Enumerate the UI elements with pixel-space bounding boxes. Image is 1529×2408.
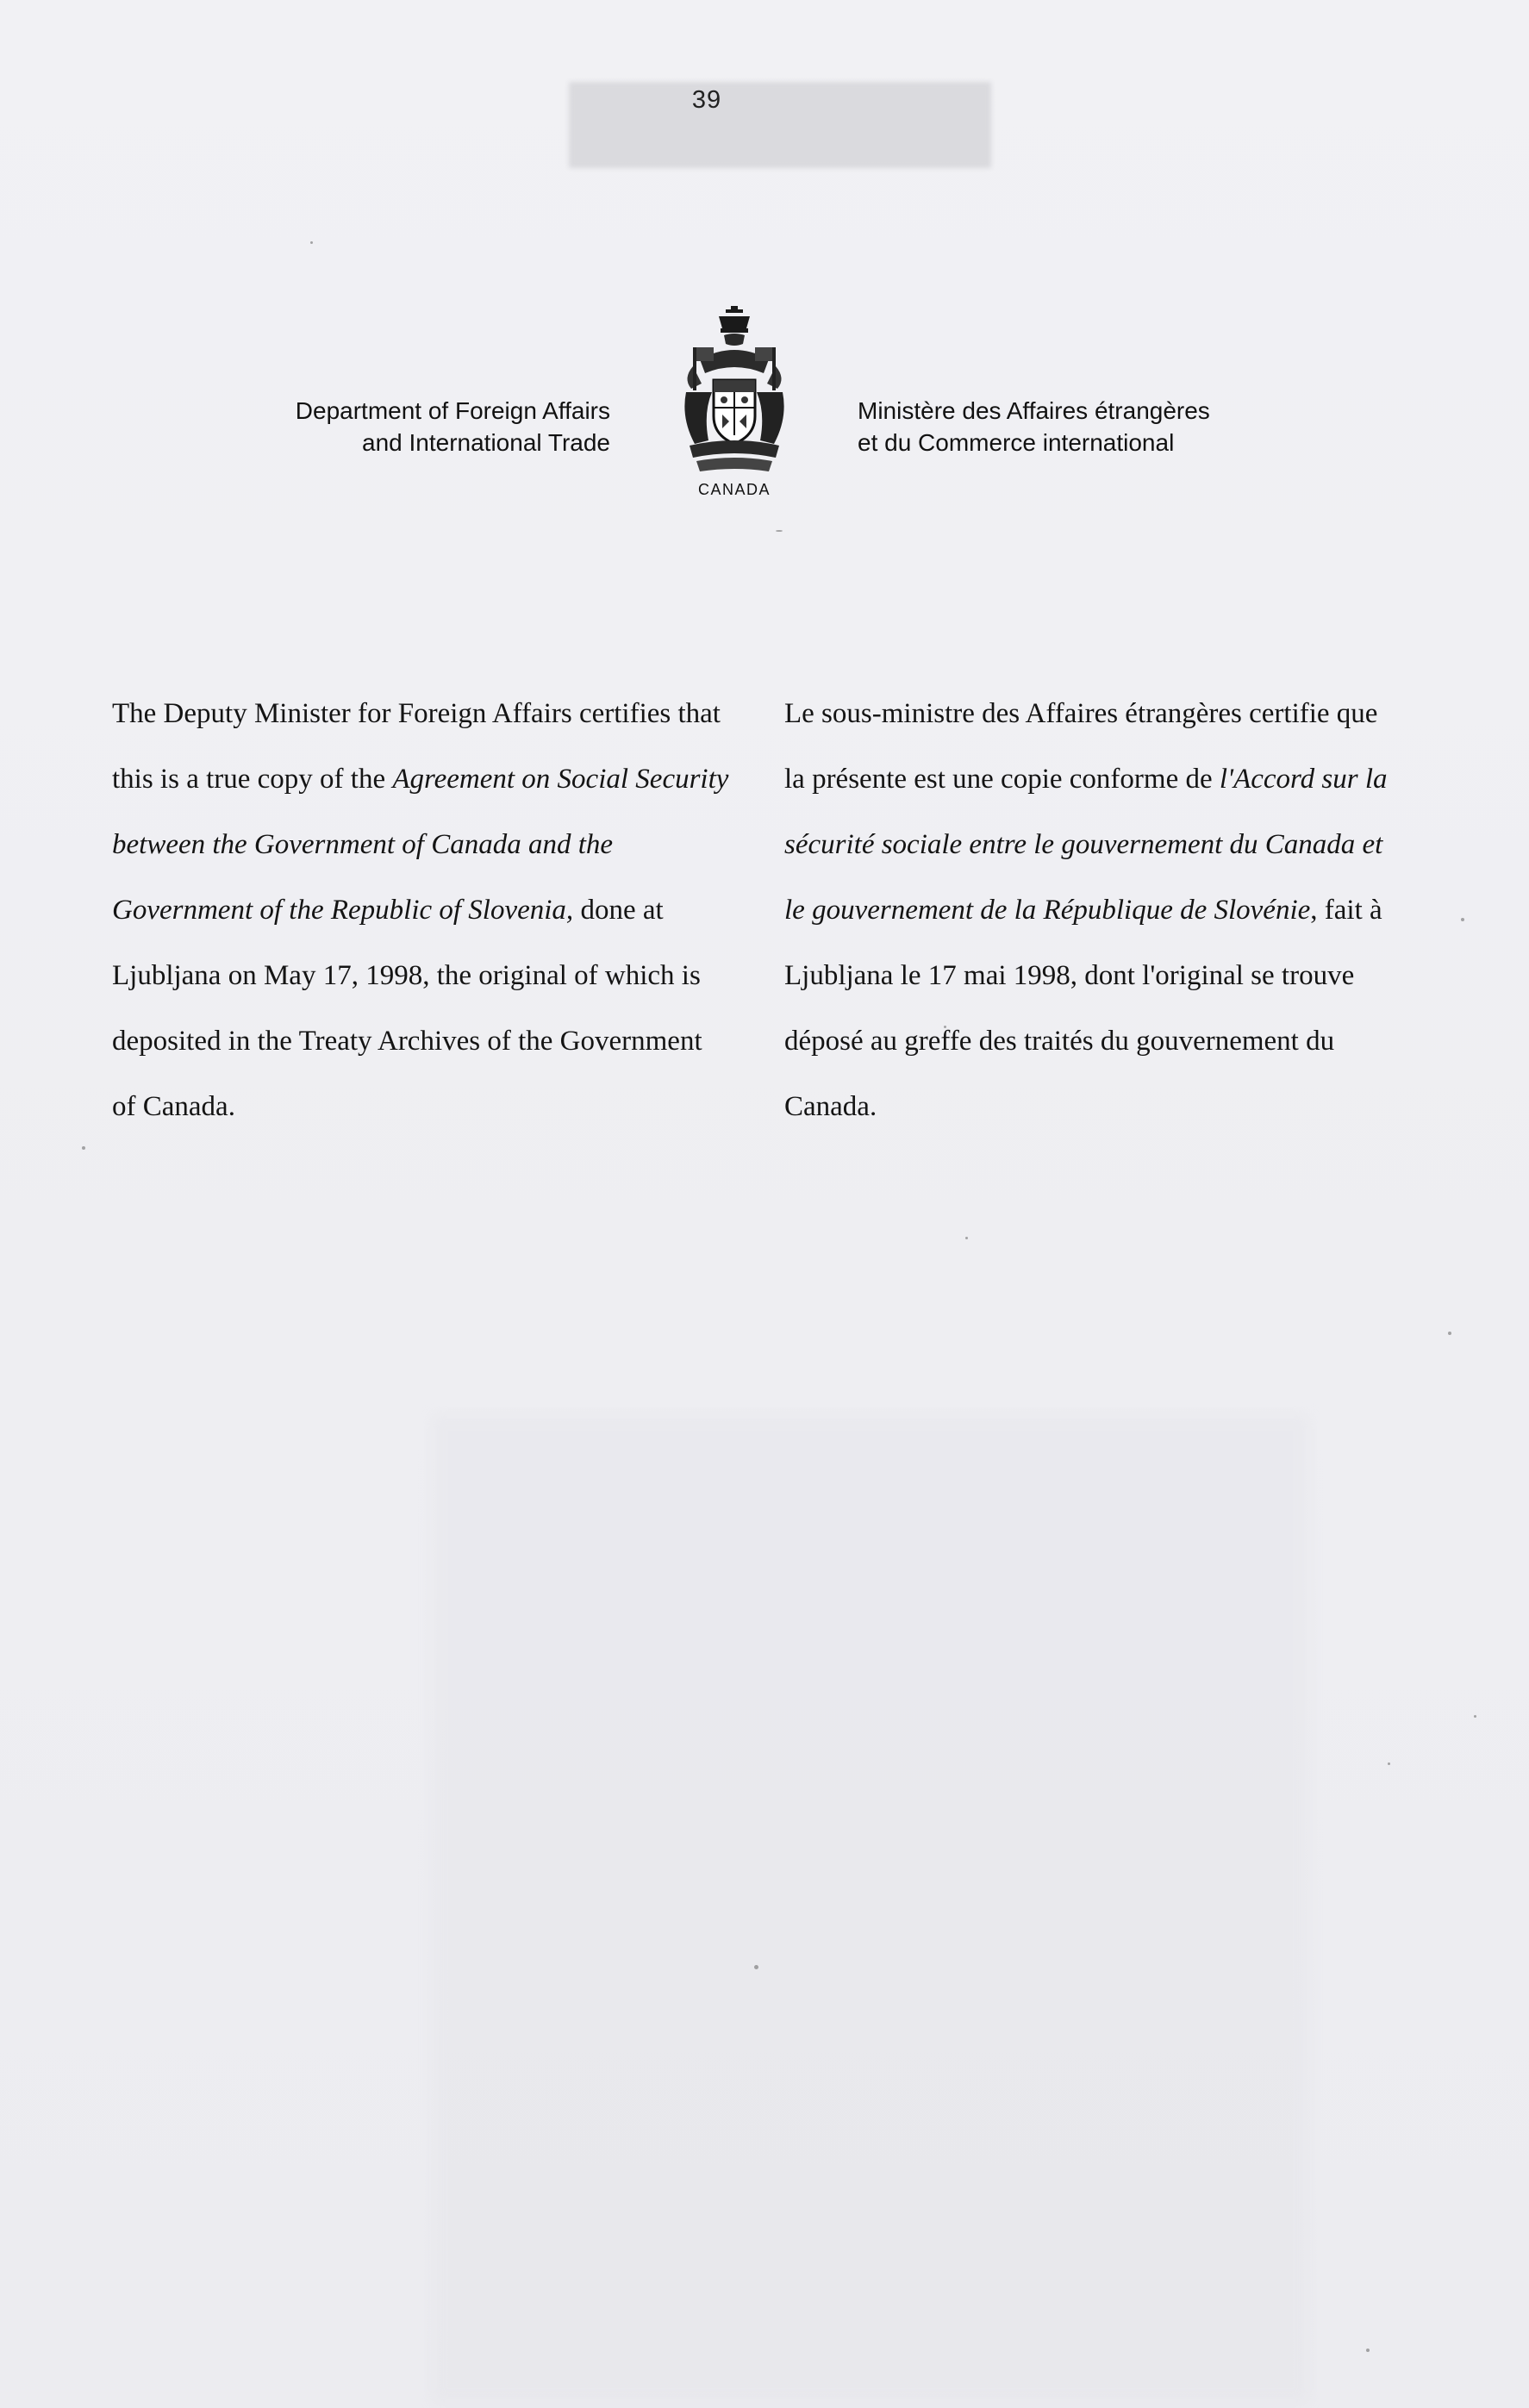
department-fr-line-2: et du Commerce international <box>858 429 1175 456</box>
department-name-english <box>224 395 610 459</box>
certificate-text-french <box>784 681 1388 1139</box>
canada-coat-of-arms-icon <box>674 306 795 478</box>
certificate-text-english <box>112 681 733 1139</box>
certificate-en-rest: done at Ljubljana on May 17, 1998, the original of which is deposited in the Treaty Archives of the Government of Canada. <box>112 895 702 1122</box>
certificate-en-intro: The Deputy Minister for Foreign Affairs certifies that this is a true copy of the <box>112 698 721 795</box>
department-name-french <box>858 395 1340 459</box>
department-en-line-2: and International Trade <box>362 429 610 456</box>
certificate-fr-intro: Le sous-ministre des Affaires étrangères certifie que la présente est une copie conforme de <box>784 698 1378 795</box>
agreement-title-english: Agreement on Social Security between the Government of Canada and the Government of the Republic of Slovenia, <box>112 764 729 926</box>
department-fr-line-1: Ministère des Affaires étrangères <box>858 397 1210 424</box>
page-number: 39 <box>691 86 722 114</box>
agreement-title-french: l'Accord sur la sécurité sociale entre le gouvernement du Canada et le gouvernement de la République de Slovénie <box>784 764 1388 926</box>
crest-label: CANADA <box>697 481 771 498</box>
show-through-block <box>431 1413 1310 2405</box>
department-en-line-1: Department of Foreign Affairs <box>295 397 610 424</box>
show-through-stamp <box>569 82 991 168</box>
letterhead <box>0 306 1529 513</box>
certificate-fr-rest: , fait à Ljubljana le 17 mai 1998, dont l'original se trouve déposé au greffe des traités du gouvernement du Canada. <box>784 895 1382 1122</box>
